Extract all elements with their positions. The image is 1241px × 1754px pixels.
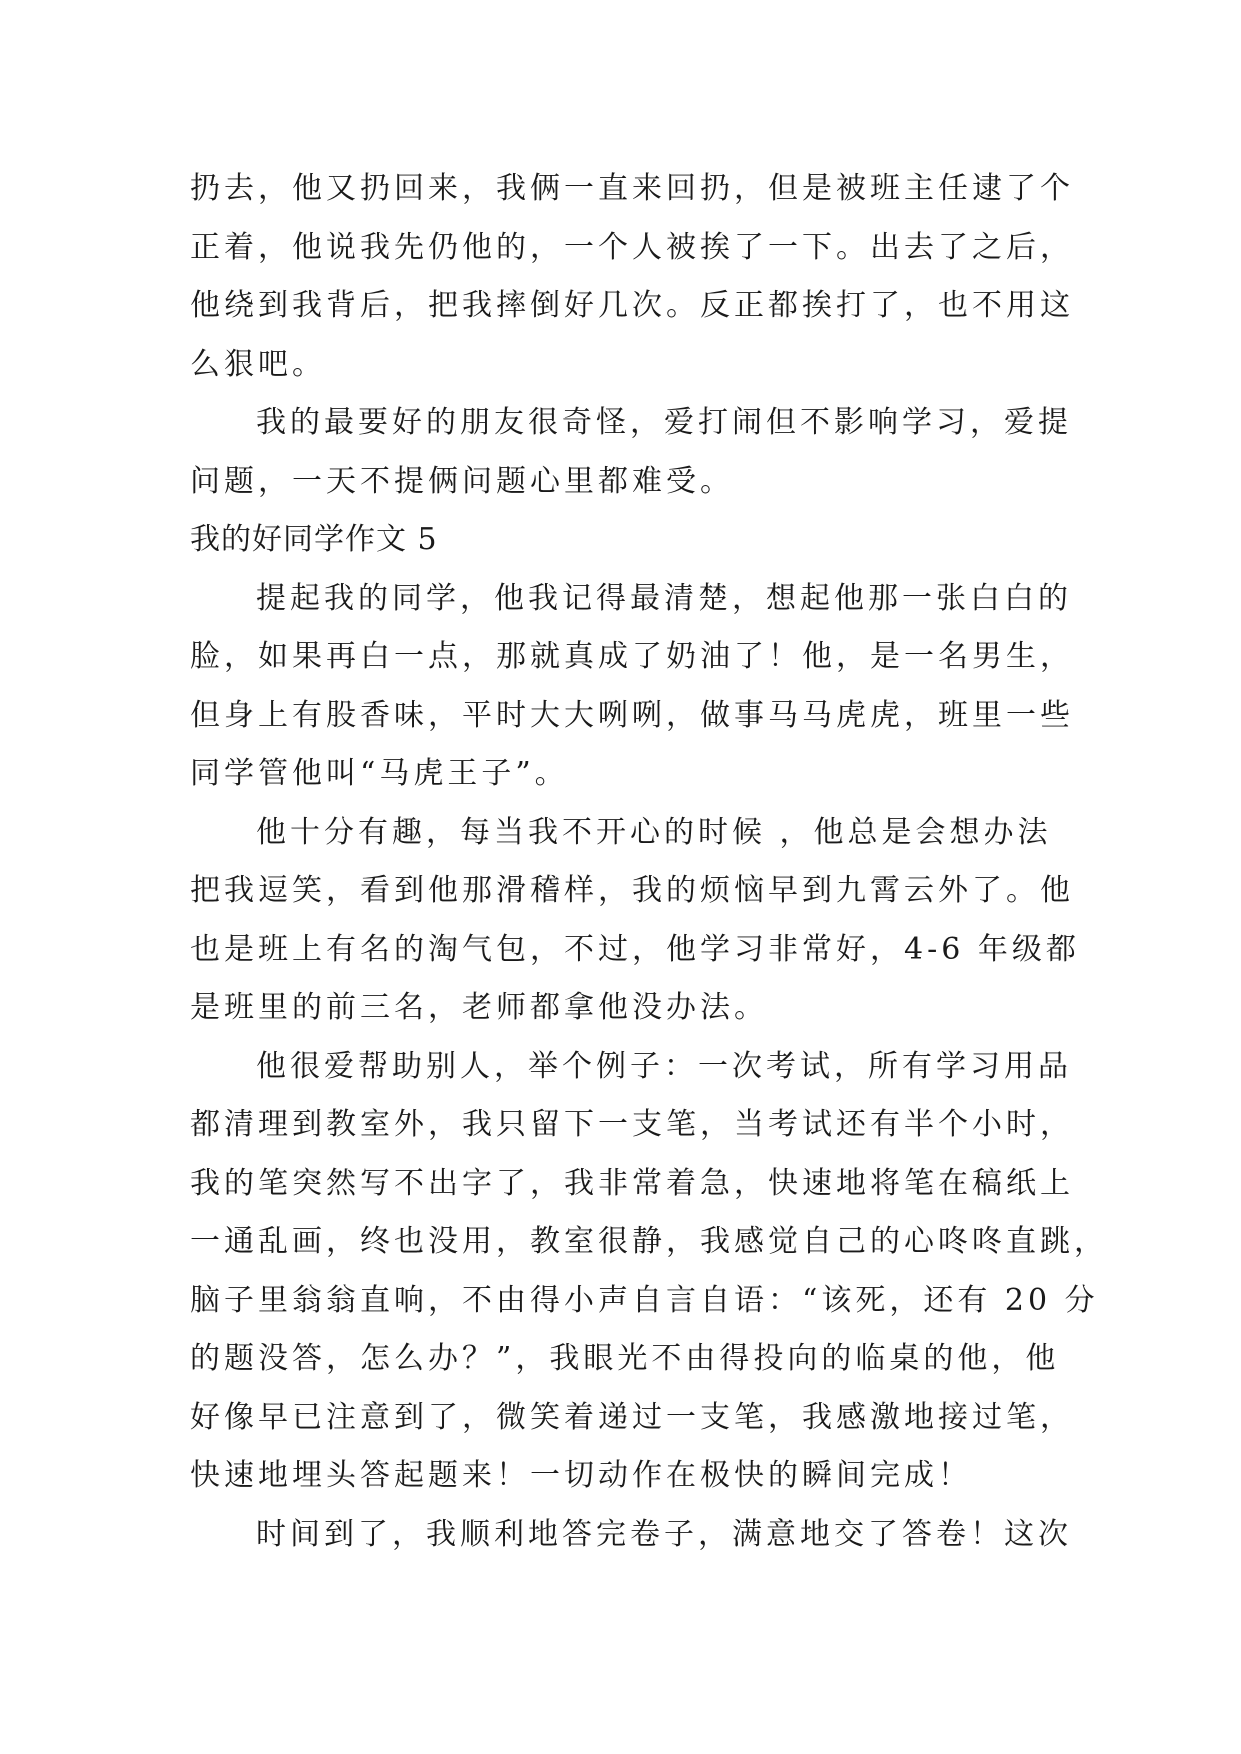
text-line: 我的笔突然写不出字了，我非常着急，快速地将笔在稿纸上	[190, 1165, 1074, 1201]
text-line: 脑子里翁翁直响，不由得小声自言自语：“该死，还有 20 分	[190, 1282, 1099, 1318]
text-line: 也是班上有名的淘气包，不过，他学习非常好，4-6 年级都	[190, 931, 1080, 967]
text-line: 他很爱帮助别人，举个例子：一次考试，所有学习用品	[256, 1048, 1072, 1084]
text-line: 问题，一天不提俩问题心里都难受。	[190, 463, 734, 499]
text-line: 提起我的同学，他我记得最清楚，想起他那一张白白的	[256, 580, 1072, 616]
text-line: 把我逗笑，看到他那滑稽样，我的烦恼早到九霄云外了。他	[190, 873, 1074, 908]
text-line: 都清理到教室外，我只留下一支笔，当考试还有半个小时，	[190, 1107, 1074, 1142]
text-line: 脸，如果再白一点，那就真成了奶油了！他，是一名男生，	[190, 639, 1074, 674]
essay-body	[190, 160, 1108, 1564]
text-line: 好像早已注意到了，微笑着递过一支笔，我感激地接过笔，	[190, 1399, 1074, 1435]
text-line: 时间到了，我顺利地答完卷子，满意地交了答卷！这次	[256, 1516, 1072, 1552]
text-line: 我的最要好的朋友很奇怪，爱打闹但不影响学习，爱提	[256, 405, 1072, 440]
text-line: 么狠吧。	[190, 346, 326, 382]
text-line: 他十分有趣，每当我不开心的时候 ，他总是会想办法	[256, 814, 1052, 850]
text-line: 他绕到我背后，把我摔倒好几次。反正都挨打了，也不用这	[190, 288, 1074, 323]
text-line: 正着，他说我先仍他的，一个人被挨了一下。出去了之后，	[190, 229, 1074, 265]
text-line: 同学管他叫“马虎王子”。	[190, 756, 569, 791]
text-line: 一通乱画，终也没用，教室很静，我感觉自己的心咚咚直跳，	[190, 1224, 1108, 1259]
text-line: 但身上有股香味，平时大大咧咧，做事马马虎虎，班里一些	[190, 697, 1074, 733]
text-line: 是班里的前三名，老师都拿他没办法。	[190, 990, 768, 1025]
text-line: 扔去，他又扔回来，我俩一直来回扔，但是被班主任逮了个	[190, 171, 1074, 206]
text-line: 快速地埋头答起题来！一切动作在极快的瞬间完成！	[190, 1458, 972, 1493]
text-line: 的题没答，怎么办？”，我眼光不由得投向的临桌的他，他	[190, 1341, 1060, 1376]
section-heading: 我的好同学作文 5	[190, 522, 438, 557]
